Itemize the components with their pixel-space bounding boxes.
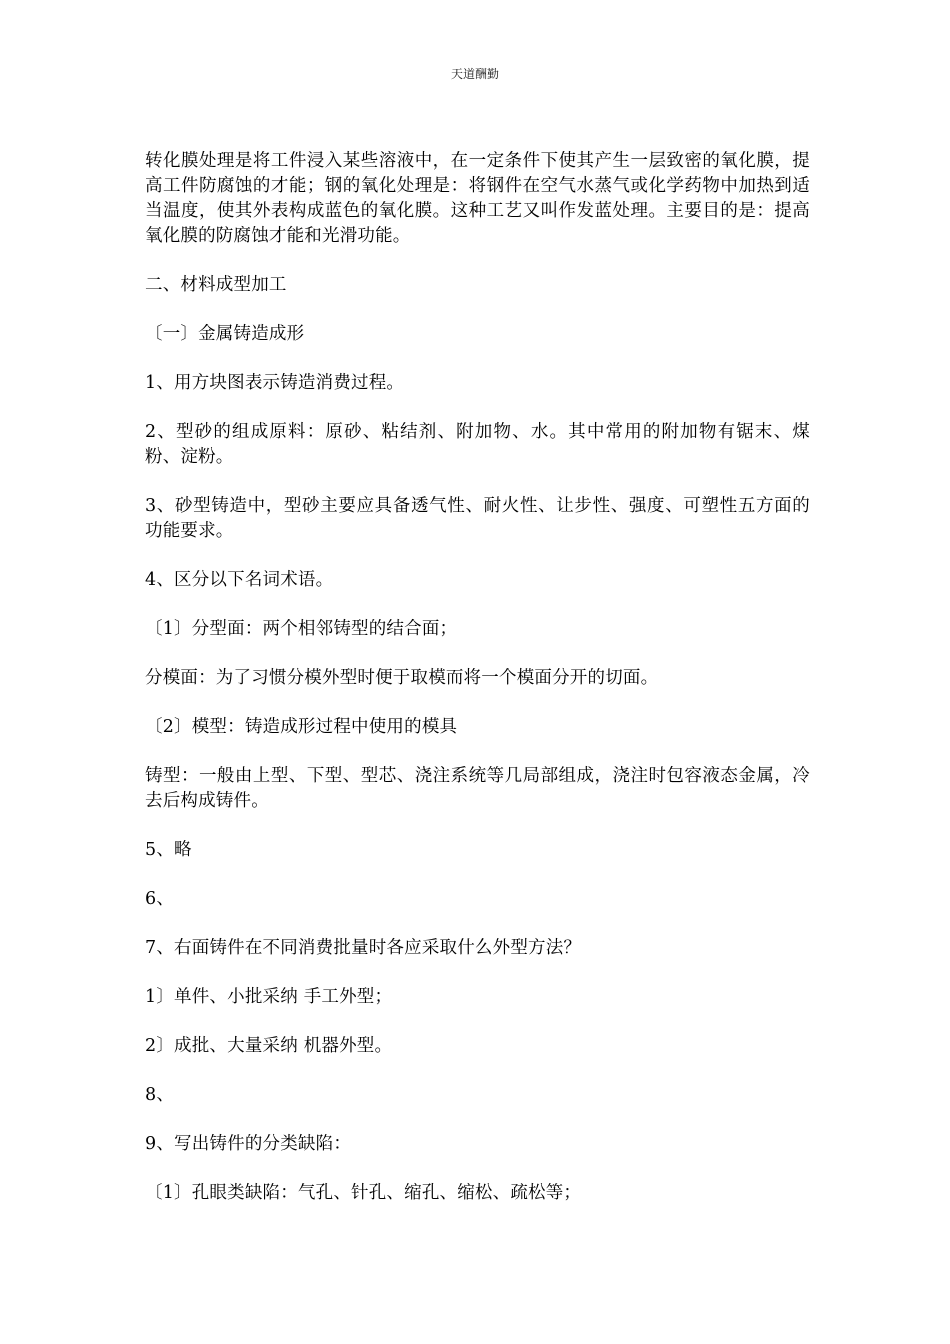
item-4-1: 〔1〕分型面：两个相邻铸型的结合面； [145, 619, 458, 639]
subsection-heading-metal-casting: 〔一〕金属铸造成形 [145, 324, 305, 344]
item-3: 3、砂型铸造中，型砂主要应具备透气性、耐火性、让步性、强度、可塑性五方面的功能要求。 [145, 496, 810, 541]
item-8: 8、 [145, 1085, 175, 1105]
item-2: 2、型砂的组成原料：原砂、粘结剂、附加物、水。其中常用的附加物有锯末、煤粉、淀粉。 [145, 422, 810, 467]
item-4-1-definition: 分模面：为了习惯分模外型时便于取模而将一个模面分开的切面。 [145, 668, 659, 688]
item-6: 6、 [145, 889, 175, 909]
paragraph-conversion-film: 转化膜处理是将工件浸入某些溶液中，在一定条件下使其产生一层致密的氧化膜，提高工件防腐蚀的才能；钢的氧化处理是：将钢件在空气水蒸气或化学药物中加热到适当温度，使其外表构成蓝色的氧化膜。这种工艺又叫作发蓝处理。主要目的是：提高氧化膜的防腐蚀才能和光滑功能。 [145, 151, 810, 246]
item-7-answer-1: 1〕单件、小批采纳 手工外型； [145, 987, 393, 1007]
page-header: 天道酬勤 [450, 67, 499, 81]
item-4: 4、区分以下名词术语。 [145, 570, 334, 590]
section-heading-material-forming: 二、材料成型加工 [145, 275, 287, 295]
item-9: 9、写出铸件的分类缺陷： [145, 1134, 352, 1154]
item-7: 7、右面铸件在不同消费批量时各应采取什么外型方法？ [145, 938, 582, 958]
item-9-1: 〔1〕孔眼类缺陷：气孔、针孔、缩孔、缩松、疏松等； [145, 1183, 582, 1203]
item-4-2-definition: 铸型：一般由上型、下型、型芯、浇注系统等几局部组成，浇注时包容液态金属，冷去后构成铸件。 [145, 766, 810, 811]
item-7-answer-2: 2〕成批、大量采纳 机器外型。 [145, 1036, 393, 1056]
item-1: 1、用方块图表示铸造消费过程。 [145, 373, 405, 393]
document-body [145, 149, 810, 1230]
item-5: 5、略 [145, 840, 192, 860]
item-4-2: 〔2〕模型：铸造成形过程中使用的模具 [145, 717, 458, 737]
